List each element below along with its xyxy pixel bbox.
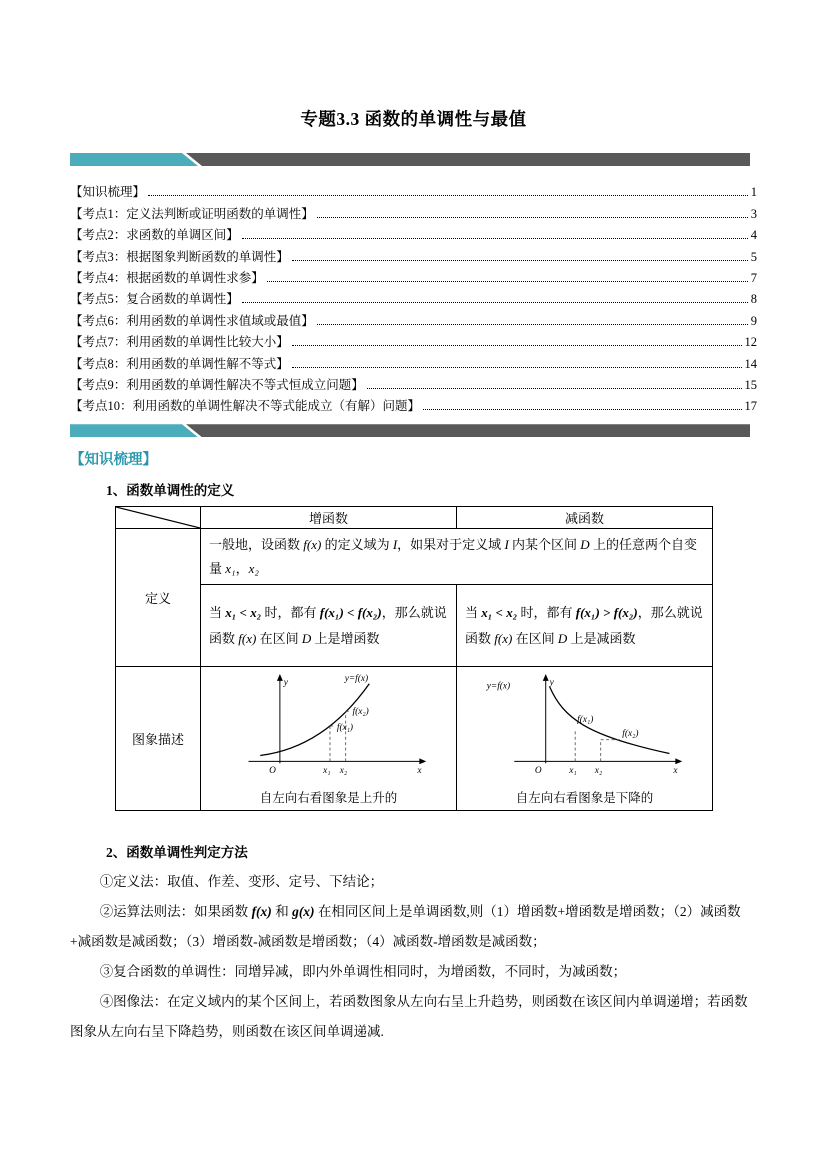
- toc-leader-dots: [367, 388, 742, 389]
- toc-item[interactable]: [70, 200, 757, 221]
- toc-page-number: 12: [744, 335, 757, 350]
- toc-item-label: 【考点1：定义法判断或证明函数的单调性】: [70, 206, 314, 221]
- toc-item[interactable]: [70, 329, 757, 350]
- toc-item[interactable]: [70, 350, 757, 371]
- toc-leader-dots: [292, 260, 748, 261]
- toc-item[interactable]: [70, 372, 757, 393]
- toc-item-label: 【考点4：根据函数的单调性求参】: [70, 270, 264, 285]
- methods-heading: 2、函数单调性判定方法: [106, 845, 248, 861]
- toc-item[interactable]: [70, 222, 757, 243]
- toc-page-number: 15: [744, 377, 757, 392]
- toc-leader-dots: [317, 324, 748, 325]
- toc-item-label: 【考点5：复合函数的单调性】: [70, 292, 239, 307]
- toc-page-number: 4: [750, 228, 757, 243]
- toc-item-label: 【考点3：根据图象判断函数的单调性】: [70, 249, 289, 264]
- toc-page-number: 3: [750, 206, 757, 221]
- decreasing-function-graph: [476, 671, 694, 781]
- y-axis-label: y: [283, 677, 288, 688]
- decreasing-definition-text: 当 x₁ < x₂ 时，都有 f(x₁) > f(x₂)，那么就说函数 f(x) 在区间 D 上是减函数: [457, 585, 713, 667]
- definition-intro-row: [116, 529, 713, 585]
- page-title: 专题3.3 函数的单调性与最值: [300, 109, 527, 129]
- toc-leader-dots: [317, 217, 748, 218]
- definition-intro-text: 一般地，设函数 f(x) 的定义域为 I，如果对于定义域 I 内某个区间 D 上的任意两个自变量 x₁，x₂: [201, 529, 713, 585]
- toc-item-label: 【考点7：利用函数的单调性比较大小】: [70, 335, 289, 350]
- toc-page-number: 5: [750, 249, 757, 264]
- definition-detail-row: [116, 585, 713, 667]
- teal-accent-shape: [70, 153, 198, 166]
- fx1-label: f(x₁): [336, 723, 353, 734]
- gray-bar: [186, 424, 750, 437]
- x2-tick-label: x₂: [339, 766, 347, 777]
- increasing-graph-caption: 自左向右看图象是上升的: [259, 791, 398, 806]
- toc-page-number: 1: [750, 185, 757, 200]
- toc-leader-dots: [242, 238, 748, 239]
- toc-leader-dots: [242, 302, 748, 303]
- table-header-row: [116, 507, 713, 529]
- graph-row: [116, 667, 713, 811]
- x-axis-label: x: [672, 766, 678, 777]
- origin-label: O: [534, 766, 542, 777]
- decreasing-graph-cell: [457, 667, 713, 811]
- x2-tick-label: x₂: [594, 766, 602, 777]
- row-header-definition: 定义: [116, 529, 201, 667]
- toc-item-label: 【知识梳理】: [70, 185, 146, 200]
- fx2-label: f(x₂): [621, 728, 639, 739]
- column-header-increasing: 增函数: [201, 507, 457, 529]
- curve-label: y=f(x): [486, 681, 510, 692]
- increasing-definition-text: 当 x₁ < x₂ 时，都有 f(x₁) < f(x₂)，那么就说函数 f(x) 在区间 D 上是增函数: [201, 585, 457, 667]
- toc-item-label: 【考点8：利用函数的单调性解不等式】: [70, 356, 289, 371]
- method-operation-rules: ②运算法则法：如果函数 f(x) 和 g(x) 在相同区间上是单调函数,则（1）增函数+增函数是增函数；（2）减函数+减函数是减函数；（3）增函数-减函数是增函数；（4）减函数-增函数是减函数；: [70, 904, 741, 950]
- curve-label: y=f(x): [344, 673, 368, 684]
- fx1-label: f(x₁): [576, 715, 593, 726]
- toc-page-number: 17: [744, 399, 757, 414]
- toc-page-number: 8: [750, 292, 757, 307]
- teal-accent-shape: [70, 424, 198, 437]
- definition-heading: 1、函数单调性的定义: [106, 483, 235, 499]
- method-definition: ①定义法：取值、作差、变形、定号、下结论；: [99, 874, 384, 890]
- row-header-graph: 图象描述: [116, 667, 201, 811]
- method-composite: ③复合函数的单调性：同增异减，即内外单调性相同时，为增函数，不同时，为减函数；: [99, 964, 627, 980]
- toc-item[interactable]: [70, 286, 757, 307]
- toc-leader-dots: [423, 409, 741, 410]
- toc-item[interactable]: [70, 243, 757, 264]
- monotonicity-table: [115, 506, 713, 811]
- gray-bar: [186, 153, 750, 166]
- diagonal-header-cell: [116, 507, 201, 529]
- toc-item-label: 【考点9：利用函数的单调性解决不等式恒成立问题】: [70, 377, 364, 392]
- increasing-function-graph: [220, 671, 438, 781]
- toc-item[interactable]: [70, 179, 757, 200]
- toc-item-label: 【考点6：利用函数的单调性求值域或最值】: [70, 313, 314, 328]
- section-divider-bar-top: [70, 153, 757, 166]
- method-graphical: ④图像法：在定义域内的某个区间上，若函数图象从左向右呈上升趋势，则函数在该区间内单调递增；若函数图象从左向右呈下降趋势，则函数在该区间单调递减.: [70, 994, 748, 1040]
- y-axis-label: y: [549, 677, 554, 688]
- toc-leader-dots: [267, 281, 748, 282]
- section-divider-bar-bottom: [70, 424, 757, 437]
- toc-item[interactable]: [70, 265, 757, 286]
- fx2-label: f(x₂): [352, 707, 369, 718]
- toc-page-number: 9: [750, 313, 757, 328]
- x1-tick-label: x₁: [322, 766, 330, 777]
- knowledge-section-heading: 【知识梳理】: [70, 452, 157, 469]
- column-header-decreasing: 减函数: [457, 507, 713, 529]
- toc-page-number: 14: [744, 356, 757, 371]
- toc-item[interactable]: [70, 393, 757, 414]
- toc-leader-dots: [292, 345, 742, 346]
- toc-page-number: 7: [750, 270, 757, 285]
- toc-item-label: 【考点2：求函数的单调区间】: [70, 228, 239, 243]
- x1-tick-label: x₁: [568, 766, 577, 777]
- toc-item[interactable]: [70, 307, 757, 328]
- x-axis-label: x: [416, 766, 422, 777]
- origin-label: O: [268, 766, 276, 777]
- diagonal-line: [116, 507, 200, 528]
- methods-paragraphs: [70, 867, 757, 1047]
- toc-leader-dots: [292, 367, 742, 368]
- table-of-contents: [70, 179, 757, 414]
- increasing-graph-cell: [201, 667, 457, 811]
- toc-item-label: 【考点10：利用函数的单调性解决不等式能成立（有解）问题】: [70, 399, 421, 414]
- toc-leader-dots: [148, 195, 748, 196]
- decreasing-graph-caption: 自左向右看图象是下降的: [515, 791, 654, 806]
